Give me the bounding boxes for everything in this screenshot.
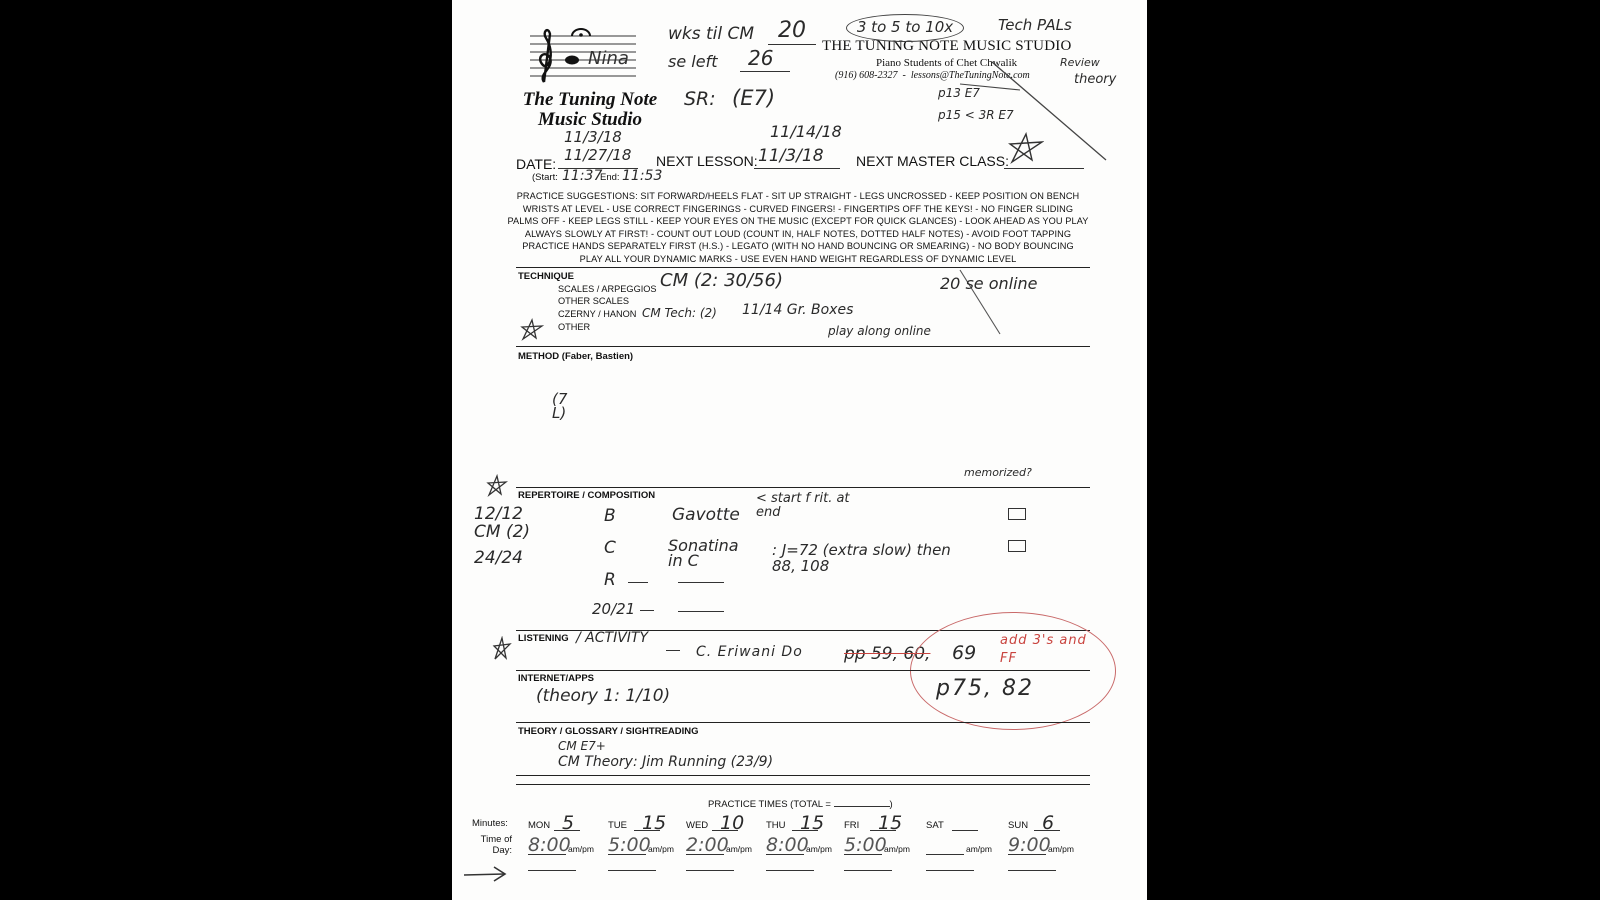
rep-row-piece: Sonatina in C [668,536,739,570]
rep-dash [678,582,724,583]
method-rule [516,346,1090,347]
practice-times-title [708,799,893,810]
date-label: DATE: [516,156,557,172]
theory-line-1: CM E7+ [558,739,606,753]
method-title: METHOD (Faber, Bastien) [518,351,634,362]
day-label: THU [766,820,786,831]
time-underline [766,854,804,855]
end-value: 11:53 [622,168,663,184]
suggestion-line: WRISTS AT LEVEL - USE CORRECT FINGERINGS - CURVED FINGERS! - FINGERTIPS OFF THE KEYS! - NO FINGER SLIDING [522,203,1074,214]
extra-underline [1008,870,1056,871]
time-value[interactable]: 9:00 [1008,834,1051,856]
time-underline [926,854,964,855]
arrow-right-icon [462,864,508,884]
logo-nina-text: Nina [588,48,629,69]
practice-day-wed [686,812,764,882]
memorized-checkbox[interactable] [1008,508,1026,520]
rep-dash [628,582,648,583]
repertoire-rule [516,487,1090,488]
practice-times-label: PRACTICE TIMES (TOTAL = [708,799,831,810]
studio-contact: (916) 608-2327 - lessons@TheTuningNote.com [835,70,1030,81]
next-lesson-value-2: 11/3/18 [758,146,824,166]
practice-day-sun [1008,812,1086,882]
theory-rule [516,722,1090,723]
ampm-label: am/pm [806,844,832,854]
ampm-label: am/pm [648,844,674,854]
day-label: SUN [1008,820,1029,831]
boxes-hand-note: 11/14 Gr. Boxes [742,302,854,318]
time-underline [608,854,646,855]
p13-note: p13 E7 [938,86,980,100]
ampm-label: am/pm [568,844,594,854]
extra-underline [608,870,656,871]
rep-row-code: B [604,506,616,526]
date-value-2: 11/27/18 [564,146,632,164]
suggestion-line: PRACTICE SUGGESTIONS: SIT FORWARD/HEELS FLAT - SIT UP STRAIGHT - LEGS UNCROSSED - KEEP POSITION ON BENCH [516,191,1080,201]
theory-title: THEORY / GLOSSARY / SIGHTREADING [518,726,699,737]
time-of-day-label: Time of Day: [480,834,512,856]
sr-value: (E7) [732,86,776,110]
start-value: 11:37 [562,168,603,184]
practice-day-thu [766,812,844,882]
minutes-value[interactable]: 6 [1042,812,1055,834]
studio-name: THE TUNING NOTE MUSIC STUDIO [822,38,1072,54]
day-label: WED [686,820,709,831]
practice-day-mon [528,812,606,882]
se-left-value: 26 [748,46,774,70]
theory-line-2: CM Theory: Jim Running (23/9) [558,754,774,770]
day-label: MON [528,820,551,831]
suggestion-line: ALWAYS SLOWLY AT FIRST! - COUNT OUT LOUD (COUNT IN, HALF NOTES, DOTTED HALF NOTES) - AVOID FOOT TAPPING [524,228,1072,239]
minutes-underline [952,830,978,831]
end-label: End: [600,172,620,183]
repeat-circle-note: 3 to 5 to 10x [846,14,964,42]
time-value[interactable]: 8:00 [766,834,809,856]
minutes-value[interactable]: 15 [878,812,903,834]
play-along-note: play along online [828,324,931,338]
minutes-value[interactable]: 15 [642,812,667,834]
lesson-sheet [452,0,1147,900]
technique-rule [516,267,1090,268]
day-label: SAT [926,820,944,831]
se-online-note: 20 se online [940,274,1038,293]
next-master-class-label: NEXT MASTER CLASS: [856,153,1010,169]
logo-title: The Tuning Note Music Studio [522,89,658,130]
ampm-label: am/pm [726,844,752,854]
time-value[interactable]: 8:00 [528,834,571,856]
czerny-hand-note: CM Tech: (2) [642,306,717,320]
extra-underline [844,870,892,871]
time-value[interactable]: 2:00 [686,834,729,856]
rep-row-left: 24/24 [474,548,523,568]
theory-note: theory [1074,72,1117,87]
time-underline [1008,854,1046,855]
technique-row-other: OTHER [558,322,591,332]
studio-email: lessons@TheTuningNote.com [910,70,1030,81]
day-label: TUE [608,820,627,831]
technique-row-scales: SCALES / ARPEGGIOS [558,284,657,294]
listening-struck-values: pp 59, 60, [844,644,931,664]
internet-hand-note: (theory 1: 1/10) [536,686,671,706]
next-lesson-underline [754,168,840,169]
technique-title: TECHNIQUE [518,271,574,282]
sr-label: SR: [684,88,716,110]
suggestion-line: PRACTICE HANDS SEPARATELY FIRST (H.S.) - LEGATO (WITH NO HAND BOUNCING OR SMEARING) - NO BODY BOUNCING [522,241,1074,252]
minutes-label: Minutes: [472,818,508,829]
start-label: (Start: [532,172,558,183]
star-mark-icon [492,636,512,662]
listening-red-note: add 3's and FF [1000,633,1087,666]
repertoire-title: REPERTOIRE / COMPOSITION [518,490,656,501]
rep-row-code: C [604,538,616,558]
suggestion-line: PALMS OFF - KEEP LEGS STILL - KEEP YOUR EYES ON THE MUSIC (EXCEPT FOR QUICK GLANCES) - LOOK AHEAD AS YOU PLAY [507,216,1089,227]
next-lesson-label: NEXT LESSON: [656,153,758,169]
listening-dash [666,650,680,651]
practice-total-field[interactable] [834,806,890,807]
minutes-value[interactable]: 5 [562,812,575,834]
practice-suggestions [498,190,1098,266]
extra-underline [686,870,734,871]
listening-circled-values: p75, 82 [936,676,1034,701]
rep-dash [678,611,724,612]
rep-row-code: 20/21 [592,600,636,618]
red-circle-annotation [910,612,1116,730]
memorized-note: memorized? [964,466,1032,479]
time-value[interactable]: 5:00 [844,834,887,856]
practice-day-sat [926,812,1004,882]
star-mark-icon [1008,132,1044,166]
practice-day-fri [844,812,922,882]
ampm-label: am/pm [884,844,910,854]
listening-activity: / ACTIVITY [576,630,649,646]
scales-hand-note: CM (2: 30/56) [660,270,783,291]
tech-pals-note: Tech PALs [998,16,1072,34]
p15-note: p15 < 3R E7 [938,108,1014,122]
next-master-underline [1004,168,1084,169]
weeks-til-cm-value: 20 [778,18,806,43]
memorized-checkbox[interactable] [1008,540,1026,552]
internet-rule [516,670,1090,671]
extra-underline [766,870,814,871]
suggestion-line: PLAY ALL YOUR DYNAMIC MARKS - USE EVEN HAND WEIGHT REGARDLESS OF DYNAMIC LEVEL [579,253,1017,264]
practice-times-paren: ) [889,799,893,810]
ampm-label: am/pm [966,844,992,854]
time-underline [686,854,724,855]
rep-row-note: : J=72 (extra slow) then 88, 108 [772,541,951,575]
technique-row-czerny: CZERNY / HANON [558,309,637,319]
method-hand-note: (7 L) [552,390,568,422]
extra-underline [926,870,974,871]
weeks-til-cm-label: wks til CM [668,24,755,44]
minutes-value[interactable]: 10 [720,812,745,834]
time-underline [528,854,566,855]
rep-row-note: < start f rit. at end [756,491,850,520]
rep-row-code: R [604,570,616,590]
star-mark-icon [486,474,508,498]
time-value[interactable]: 5:00 [608,834,651,856]
rep-row-piece: Gavotte [672,505,740,525]
review-note: Review [1060,56,1100,69]
date-value-1: 11/3/18 [564,128,622,146]
listening-hand-note: C. Eriwani Do [696,644,803,660]
studio-phone: (916) 608-2327 [835,70,898,81]
star-mark-icon [520,318,544,342]
technique-row-other-scales: OTHER SCALES [558,296,629,306]
ampm-label: am/pm [1048,844,1074,854]
theory-rule-bottom-2 [516,784,1090,785]
rep-dash [640,610,654,611]
rep-row-left: 12/12 CM (2) [474,504,531,542]
next-lesson-value-1: 11/14/18 [770,122,842,141]
internet-title: INTERNET/APPS [518,673,595,684]
theory-rule-bottom [516,775,1090,776]
listening-value: 69 [952,642,977,664]
time-underline [844,854,882,855]
minutes-value[interactable]: 15 [800,812,825,834]
extra-underline [528,870,576,871]
listening-title: LISTENING [518,633,569,644]
day-label: FRI [844,820,860,831]
studio-subtitle: Piano Students of Chet Chwalik [876,57,1018,69]
practice-day-tue [608,812,686,882]
se-left-label: se left [668,52,718,71]
